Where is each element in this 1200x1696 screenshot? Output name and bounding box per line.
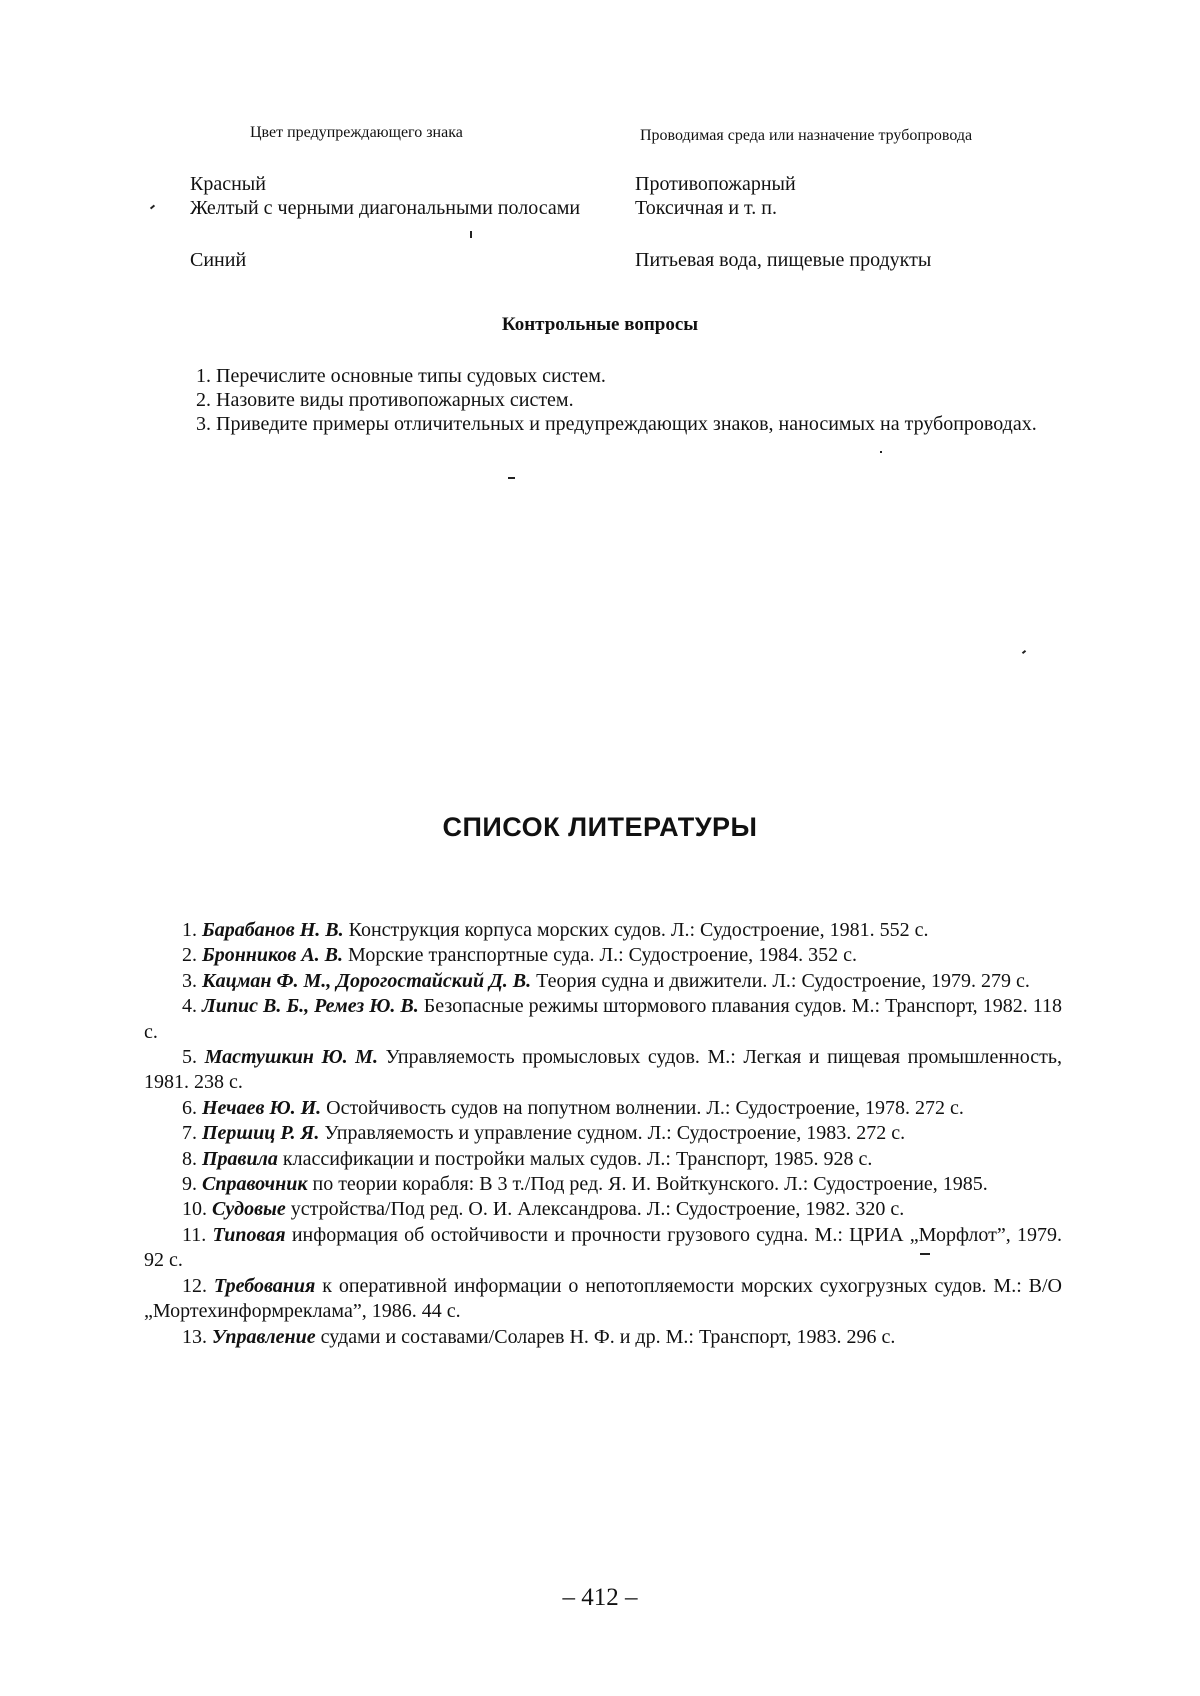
reference-details: классификации и постройки малых судов. Л.: Транспорт, 1985. 928 с.	[277, 1147, 873, 1170]
reference-number: 7.	[182, 1122, 197, 1145]
scan-speck	[1022, 650, 1026, 654]
reference-authors: Бронников А. В.	[202, 944, 344, 967]
reference-details: Конструкция корпуса морских судов. Л.: Судостроение, 1981. 552 с.	[343, 919, 929, 941]
reference-details: информация об остойчивости и прочности грузового судна. М.: ЦРИА „Морфлот”, 1979. 92 с.	[144, 1223, 1063, 1272]
reference-item	[144, 1045, 1062, 1096]
reference-authors: Липис В. Б., Ремез Ю. В.	[202, 995, 419, 1018]
reference-details: Остойчивость судов на попутном волнении. Л.: Судостроение, 1978. 272 с.	[321, 1096, 964, 1119]
reference-number: 8.	[182, 1147, 197, 1170]
reference-item	[144, 1325, 1062, 1350]
reference-details: Морские транспортные суда. Л.: Судостроение, 1984. 352 с.	[343, 944, 858, 967]
reference-authors: Справочник	[202, 1173, 308, 1196]
reference-number: 4.	[182, 995, 197, 1018]
reference-number: 12.	[182, 1274, 207, 1297]
scan-speck	[470, 231, 472, 238]
scan-speck	[920, 1253, 930, 1255]
scan-speck	[508, 477, 515, 479]
reference-item	[144, 1274, 1062, 1325]
reference-number: 13.	[182, 1325, 207, 1348]
reference-item	[144, 1172, 1062, 1197]
reference-authors: Мастушкин Ю. М.	[204, 1046, 378, 1069]
reference-details: Управляемость промысловых судов. М.: Легкая и пищевая промышленность, 1981. 238 с.	[144, 1046, 1062, 1094]
reference-details: Управляемость и управление судном. Л.: Судостроение, 1983. 272 с.	[319, 1122, 906, 1145]
reference-details: Теория судна и движители. Л.: Судостроение, 1979. 279 с.	[531, 969, 1030, 992]
control-questions-list	[158, 364, 1073, 436]
reference-item	[144, 1121, 1062, 1146]
reference-item	[144, 1147, 1062, 1172]
medium-cell: Противопожарный	[635, 173, 796, 195]
reference-number: 9.	[182, 1173, 197, 1196]
reference-details: Безопасные режимы штормового плавания судов. М.: Транспорт, 1982. 118 с.	[144, 995, 1063, 1043]
sign-color-cell: Желтый с черными диагональными полосами	[190, 197, 581, 219]
reference-authors: Типовая	[212, 1223, 286, 1246]
reference-details: к оперативной информации о непотопляемости морских сухогрузных судов. М.: В/О „Мортехинформреклама”, 1986. 44 с.	[144, 1274, 1063, 1323]
reference-item	[144, 1197, 1062, 1222]
reference-item	[144, 918, 1062, 943]
reference-number: 6.	[182, 1096, 197, 1119]
page-number: – 412 –	[562, 1584, 638, 1611]
reference-authors: Требования	[213, 1274, 316, 1297]
reference-item	[144, 1223, 1062, 1274]
reference-number: 5.	[182, 1046, 197, 1069]
table-header-sign-color: Цвет предупреждающего знака	[250, 124, 463, 141]
reference-number: 11.	[182, 1223, 207, 1246]
question-item: 3. Приведите примеры отличительных и предупреждающих знаков, наносимых на трубопроводах.	[196, 413, 1037, 435]
reference-authors: Нечаев Ю. И.	[202, 1096, 322, 1119]
reference-authors: Управление	[212, 1325, 316, 1348]
question-item: 2. Назовите виды противопожарных систем.	[196, 389, 574, 411]
reference-authors: Першиц Р. Я.	[202, 1122, 320, 1145]
reference-number: 10.	[182, 1198, 207, 1221]
question-item: 1. Перечислите основные типы судовых систем.	[196, 365, 606, 387]
reference-item	[144, 1096, 1062, 1121]
reference-authors: Судовые	[212, 1198, 286, 1221]
reference-details: судами и составами/Соларев Н. Ф. и др. М.: Транспорт, 1983. 296 с.	[315, 1325, 896, 1348]
references-title: СПИСОК ЛИТЕРАТУРЫ	[442, 812, 758, 842]
reference-number: 3.	[182, 969, 197, 992]
reference-item	[144, 994, 1062, 1045]
reference-number: 2.	[182, 944, 197, 967]
scan-speck	[150, 205, 155, 210]
sign-color-cell: Красный	[190, 173, 266, 195]
control-questions-title: Контрольные вопросы	[501, 314, 699, 335]
reference-number: 1.	[182, 919, 197, 941]
reference-item	[144, 943, 1062, 968]
table-header-medium: Проводимая среда или назначение трубопровода	[640, 127, 973, 144]
reference-details: устройства/Под ред. О. И. Александрова. Л.: Судостроение, 1982. 320 с.	[285, 1198, 905, 1221]
reference-authors: Барабанов Н. В.	[202, 919, 344, 941]
reference-authors: Кацман Ф. М., Дорогостайский Д. В.	[202, 969, 532, 992]
scan-speck	[880, 451, 882, 453]
medium-cell: Токсичная и т. п.	[635, 197, 777, 219]
reference-authors: Правила	[202, 1147, 278, 1170]
sign-color-cell: Синий	[190, 249, 247, 271]
reference-item	[144, 969, 1062, 994]
reference-details: по теории корабля: В 3 т./Под ред. Я. И. Войткунского. Л.: Судостроение, 1985.	[307, 1173, 988, 1196]
medium-cell: Питьевая вода, пищевые продукты	[635, 249, 932, 271]
references-list	[144, 918, 1062, 1350]
